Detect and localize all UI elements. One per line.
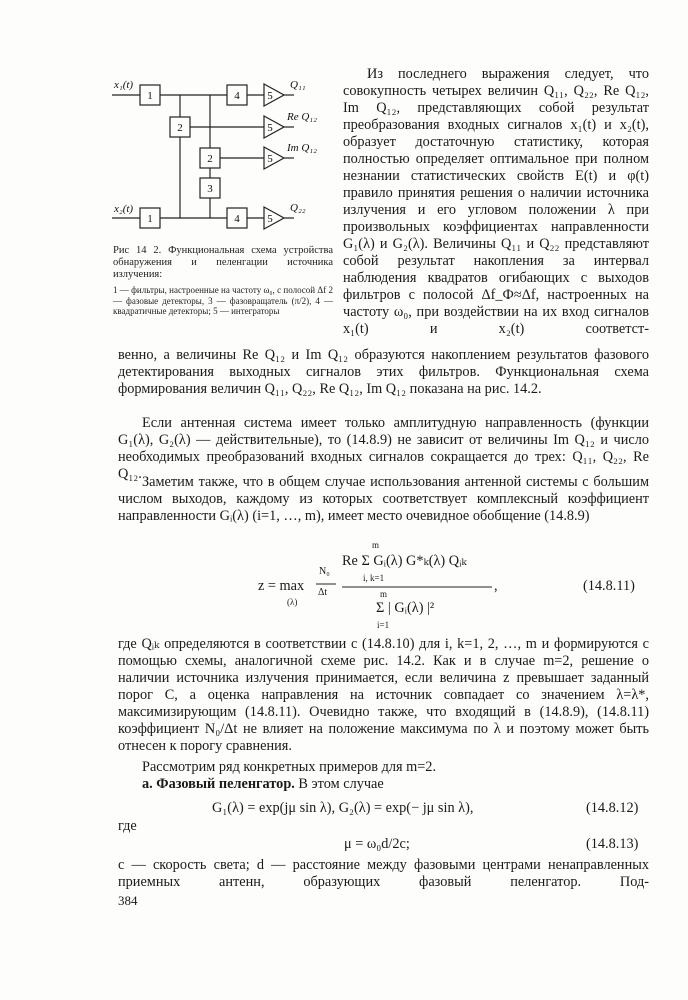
figure-legend: 1 — фильтры, настроенные на частоту ω₀, с полосой Δf 2 — фазовые детекторы, 3 — фазовращатель (π/2), 4 — квадратичные детекторы; 5 — интеграторы <box>113 285 333 316</box>
paragraph-7: c — скорость света; d — расстояние между фазовыми центрами ненаправленных приемных антенн, образующих фазовый пеленгатор. Под- <box>118 857 649 890</box>
eq2-number: (14.8.12) <box>586 800 639 816</box>
block-filter-bottom: 1 <box>147 213 153 225</box>
input-top-label: x₁(t) <box>114 79 134 91</box>
block-square-top: 4 <box>234 90 240 102</box>
paragraph-3: Заметим также, что в общем случае использования антенной системы с большим числом выходов, каждому из которых соответствует комплексный коэффициент направленности Gᵢ(λ) (i=1, …, m), имеет место очевидное обобщение (14.8.9) <box>118 474 649 524</box>
eq1-num-sum-bottom: i, k=1 <box>363 573 385 583</box>
eq1-dt: Δt <box>318 587 328 598</box>
eq1-denominator: Σ | Gᵢ(λ) |² <box>376 600 435 616</box>
paragraph-1: Из последнего выражения следует, что совокупность четырех величин Q₁₁, Q₂₂, Re Q₁₂, Im Q₁₂, представляющих собой результат преобразования входных сигналов x₁(t) и x₂(t), образует достаточную статистику, которая полностью определяет оптимальное при полном незнании статистических свойств E(t) и φ(t) правило принятия решения о наличии источника излучения и его угловом положении λ при произвольных коэффициентах направленности G₁(λ) и G₂(λ). Величины Q₁₁ и Q₂₂ представляют собой результат накопления за интервал наблюдения квадратов огибающих с выходов фильтров с полосой Δf_Ф≈Δf, настроенных на частоту ω₀, при воздействии на их вход сигналов x₁(t) и x₂(t) соответст- <box>343 66 649 337</box>
eq1-number: (14.8.11) <box>583 578 635 594</box>
eq1-numerator: Re Σ Gᵢ(λ) G*ₖ(λ) Qᵢₖ <box>342 553 467 569</box>
page-number: 384 <box>118 893 138 908</box>
subsection-heading: а. Фазовый пеленгатор. <box>142 776 295 792</box>
output-q11-label: Q₁₁ <box>290 79 306 91</box>
block-phase-detector-1: 2 <box>177 122 183 134</box>
block-integrator-4: 5 <box>267 213 273 225</box>
eq1-n0: N₀ <box>319 566 330 577</box>
block-square-bottom: 4 <box>234 213 240 225</box>
block-integrator-1: 5 <box>267 90 273 102</box>
figure-caption: Рис 14 2. Функциональная схема устройства обнаружения и пеленгации источника излучения: <box>113 245 333 280</box>
paragraph-4: где Qᵢₖ определяются в соответствии с (14.8.10) для i, k=1, 2, …, m и формируются с помощью схемы, аналогичной схеме рис. 14.2. Как и в случае m=2, решение о наличии источника излучения принимается, если величина z превышает заданный порог C, а оценка направления на источник совпадает со значением λ=λ*, максимизирующим (14.8.11). Очевидно также, что входящий в (14.8.9), (14.8.11) коэффициент N₀/Δt не влияет на положение максимума по λ и поэтому может быть отнесен к порогу сравнения. <box>118 636 649 754</box>
block-integrator-2: 5 <box>267 122 273 134</box>
output-req12-label: Re Q₁₂ <box>287 111 317 123</box>
eq1-num-sum-top: m <box>372 540 380 550</box>
eq1-den-sum-bottom: i=1 <box>377 620 390 630</box>
input-bottom-label: x₂(t) <box>114 203 134 215</box>
page: x₁(t) x₂(t) Q₁₁ Re Q₁₂ Im Q₁₂ Q₂₂ 1 1 4 4 5 5 5 5 2 2 3 Рис 14 2. Функциональная схема устройства обнаружения и пеленгации источника излучения: 1 — фильтры, настроенные на частоту ω₀, с полосой Δf 2 — фазовые детекторы, 3 — фазовращатель (π/2), 4 — квадратичные детекторы; 5 — интеграторы Из последнего выражения следует, что совокупность четырех величин Q₁₁, Q₂₂, Re Q₁₂, Im Q₁₂, представляющих собой результат преобразования входных сигналов x₁(t) и x₂(t), образует достаточную статистику, которая полностью определяет оптимальное при полном незнании статистических свойств E(t) и φ(t) правило принятия решения о наличии источника излучения и его угловом положении λ при произвольных коэффициентах направленности G₁(λ) и G₂(λ). Величины Q₁₁ и Q₂₂ представляют собой результат накопления за интервал наблюдения квадратов огибающих с выходов фильтров с полосой Δf_Ф≈Δf, настроенных на частоту ω₀, при воздействии на их вход сигналов x₁(t) и x₂(t) соответст- венно, а величины Re Q₁₂ и Im Q₁₂ образуются накоплением результатов фазового детектирования выходных сигналов этих фильтров. Функциональная схема формирования величин Q₁₁, Q₂₂, Re Q₁₂, Im Q₁₂ показана на рис. 14.2. Если антенная система имеет только амплитудную направленность (функции G₁(λ), G₂(λ) — действительные), то (14.8.9) не зависит от величины Im Q₁₂ и число необходимых преобразований входных сигналов сокращается до трех: Q₁₁, Q₂₂, Re Q₁₂. Заметим также, что в общем случае использования антенной системы с большим числом выходов, каждому из которых соответствует комплексный коэффициент направленности Gᵢ(λ) (i=1, …, m), имеет место очевидное обобщение (14.8.9) z = max (λ) N₀ Δt m Re Σ Gᵢ(λ) G*ₖ(λ) Qᵢₖ i, k=1 m Σ | Gᵢ(λ) |² i=1 , (14.8.11) где Qᵢₖ определяются в соответствии с (14.8.10) для i, k=1, 2, …, m и формируются с помощью схемы, аналогичной схеме рис. 14.2. Как и в случае m=2, решение о наличии источника излучения принимается, если величина z превышает заданный порог C, а оценка направления на источник совпадает со значением λ=λ*, максимизирующим (14.8.11). Очевидно также, что входящий в (14.8.9), (14.8.11) коэффициент N₀/Δt не влияет на положение максимума по λ и поэтому может быть отнесен к порогу сравнения. Рассмотрим ряд конкретных примеров для m=2. а. Фазовый пеленгатор. В этом случае G₁(λ) = exp(jμ sin λ), G₂(λ) = exp(− jμ sin λ), (14.8.12) где μ = ω₀d/2c; (14.8.13) c — скорость света; d — расстояние между фазовыми центрами ненаправленных приемных антенн, образующих фазовый пеленгатор. Под- 384 <box>113 66 649 908</box>
eq1-max-subscript: (λ) <box>287 597 298 607</box>
block-phase-shifter: 3 <box>207 183 213 195</box>
paragraph-2: Если антенная система имеет только амплитудную направленность (функции G₁(λ), G₂(λ) — действительные), то (14.8.9) не зависит от величины Im Q₁₂ и число необходимых преобразований входных сигналов сокращается до трех: Q₁₁, Q₂₂, Re Q₁₂. <box>118 415 649 482</box>
eq1-fraction-bar <box>342 586 492 588</box>
eq3-number: (14.8.13) <box>586 836 639 852</box>
output-imq12-label: Im Q₁₂ <box>287 142 317 154</box>
paragraph-6 <box>118 776 649 793</box>
block-filter-top: 1 <box>147 90 153 102</box>
paragraph-6-rest: В этом случае <box>294 776 384 792</box>
equation-14-8-13: μ = ω₀d/2c; <box>344 836 410 852</box>
eq1-small-fraction-bar <box>316 583 336 585</box>
paragraph-1-continued: венно, а величины Re Q₁₂ и Im Q₁₂ образуются накоплением результатов фазового детектирования выходных сигналов этих фильтров. Функциональная схема формирования величин Q₁₁, Q₂₂, Re Q₁₂, Im Q₁₂ показана на рис. 14.2. <box>118 347 649 397</box>
eq1-den-sum-top: m <box>380 589 388 599</box>
block-phase-detector-2: 2 <box>207 153 213 165</box>
paragraph-5: Рассмотрим ряд конкретных примеров для m=2. <box>142 759 437 775</box>
output-q22-label: Q₂₂ <box>290 202 306 214</box>
equation-14-8-12: G₁(λ) = exp(jμ sin λ), G₂(λ) = exp(− jμ sin λ), <box>212 800 474 816</box>
block-integrator-3: 5 <box>267 153 273 165</box>
where-word: где <box>118 818 137 834</box>
eq1-lhs: z = max <box>258 578 305 594</box>
block-diagram-figure <box>112 70 334 242</box>
